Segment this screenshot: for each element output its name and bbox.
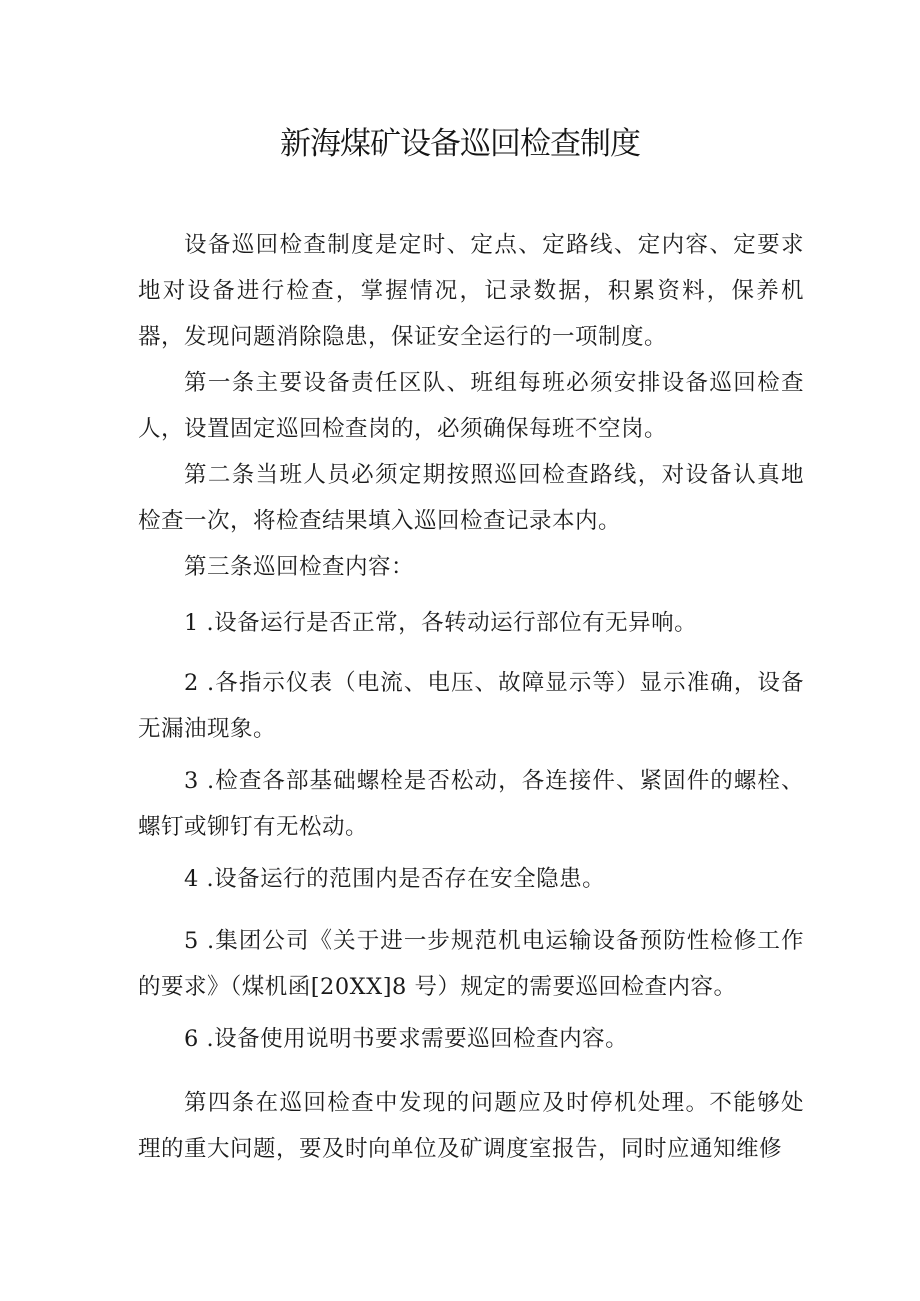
- document-title: 新海煤矿设备巡回检查制度: [280, 126, 640, 162]
- inspection-item-4: 4 .设备运行的范围内是否存在安全隐患。: [184, 866, 606, 892]
- inspection-item-6: 6 .设备使用说明书要求需要巡回检查内容。: [184, 1026, 629, 1052]
- inspection-item-1: 1 .设备运行是否正常，各转动运行部位有无异响。: [184, 610, 698, 636]
- inspection-item-5: 5 .集团公司《关于进一步规范机电运输设备预防性检修工作的要求》（煤机函[20XX]8 号）规定的需要巡回检查内容。: [138, 928, 804, 1000]
- article-1-paragraph: 第一条主要设备责任区队、班组每班必须安排设备巡回检查人，设置固定巡回检查岗的，必须确保每班不空岗。: [138, 370, 804, 442]
- article-2-paragraph: 第二条当班人员必须定期按照巡回检查路线，对设备认真地检查一次，将检查结果填入巡回检查记录本内。: [138, 462, 804, 534]
- article-3-heading: 第三条巡回检查内容：: [184, 554, 415, 580]
- intro-paragraph: 设备巡回检查制度是定时、定点、定路线、定内容、定要求地对设备进行检查，掌握情况，记录数据，积累资料，保养机器，发现问题消除隐患，保证安全运行的一项制度。: [138, 232, 804, 350]
- inspection-item-2: 2 .各指示仪表（电流、电压、故障显示等）显示准确，设备无漏油现象。: [138, 670, 804, 742]
- inspection-item-3: 3 .检查各部基础螺栓是否松动，各连接件、紧固件的螺栓、螺钉或铆钉有无松动。: [138, 768, 804, 840]
- article-4-paragraph: 第四条在巡回检查中发现的问题应及时停机处理。不能够处理的重大问题，要及时向单位及矿调度室报告，同时应通知维修: [138, 1090, 804, 1162]
